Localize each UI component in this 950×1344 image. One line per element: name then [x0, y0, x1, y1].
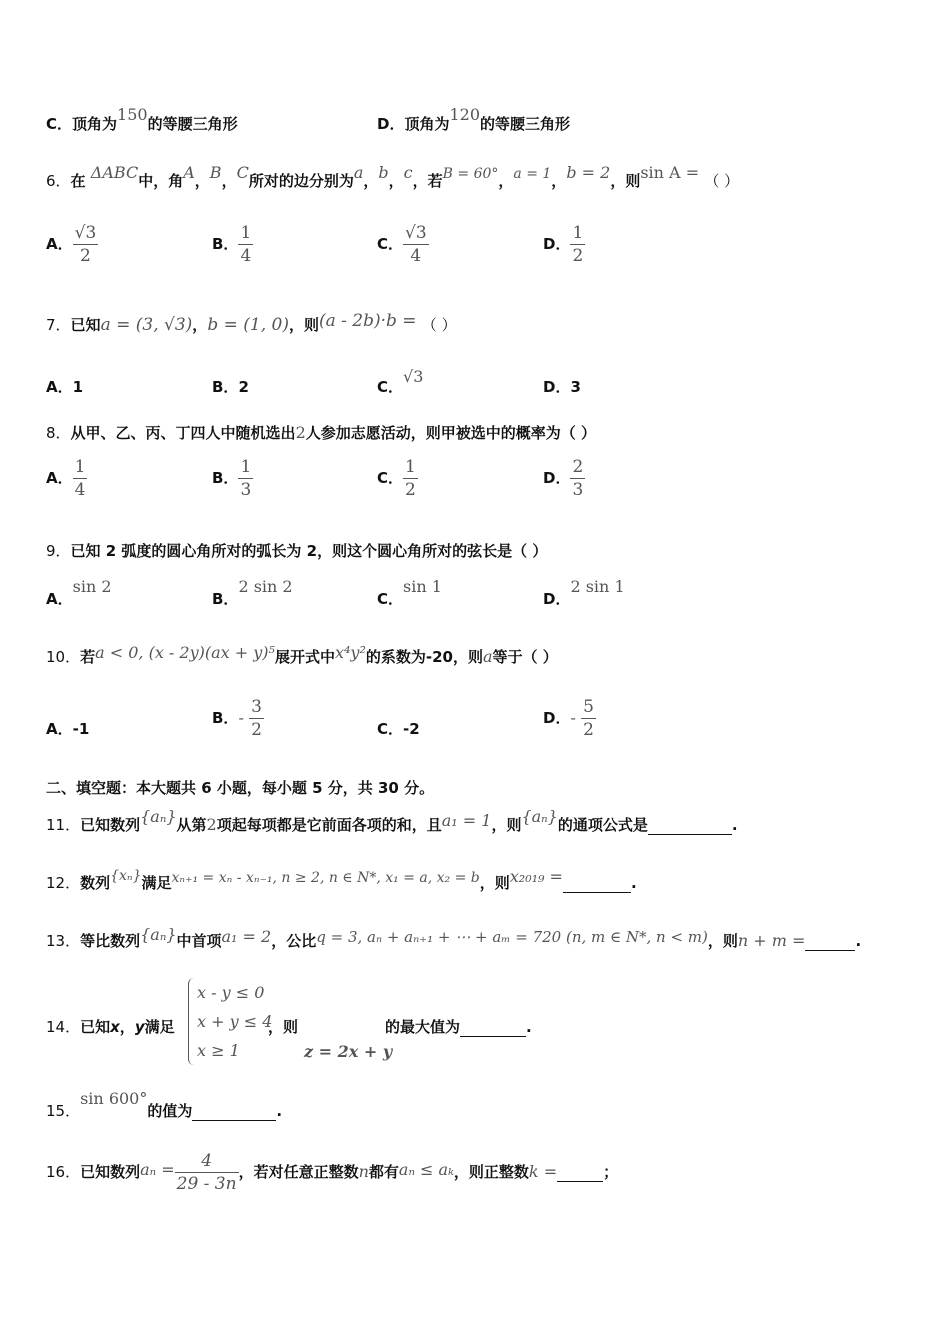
- question-14-tail-2: 的最大值为 .: [385, 1018, 532, 1036]
- q8-option-b: B． $\frac{1}{3}$: [212, 457, 252, 500]
- q6-option-a: A． $\frac{√3}{2}$: [46, 223, 97, 266]
- fraction: $\frac{1}{2}$: [572, 223, 584, 266]
- question-9: 9．已知 2 弧度的圆心角所对的弧长为 2，则这个圆心角所对的弦长是（ ）: [46, 542, 548, 560]
- question-16: 16．已知数列aₙ = $\frac{4}{29 - 3n}$ ，若对任意正整数n都有aₙ ≤ aₖ，则正整数k = ；: [46, 1151, 619, 1194]
- q5-option-d: D．顶角为120的等腰三角形: [377, 105, 571, 133]
- q8-option-c: C． $\frac{1}{2}$: [377, 457, 416, 500]
- answer-blank[interactable]: [557, 1163, 603, 1182]
- question-15: 15．sin 600°的值为 .: [46, 1089, 283, 1120]
- answer-blank[interactable]: [192, 1102, 276, 1121]
- question-6: 6．在 ΔABC中，角A，B，C所对的边分别为a，b，c，若B = 60°，a = 1，b = 2，则sin A = （ ）: [46, 163, 740, 190]
- q7-option-b: B．2: [212, 378, 249, 396]
- q6-option-b: B． $\frac{1}{4}$: [212, 223, 252, 266]
- fraction: $\frac{4}{29 - 3n}$: [176, 1151, 237, 1194]
- question-7: 7．已知a = (3, √3)，b = (1, 0)，则(a - 2b)·b = （ ）: [46, 311, 457, 335]
- inequality-system: x - y ≤ 0 x + y ≤ 4 x ≥ 1: [188, 978, 272, 1065]
- q9-option-c: C．sin 1: [377, 577, 442, 608]
- answer-blank[interactable]: [648, 816, 732, 835]
- q9-option-b: B．2 sin 2: [212, 577, 293, 608]
- q7-option-a: A．1: [46, 378, 84, 396]
- fraction: $\frac{√3}{2}$: [74, 223, 97, 266]
- q6-option-d: D． $\frac{1}{2}$: [543, 223, 584, 266]
- q8-option-a: A． $\frac{1}{4}$: [46, 457, 86, 500]
- question-14-tail: ，则: [268, 1018, 299, 1036]
- q10-option-a: A．-1: [46, 720, 90, 738]
- q10-option-d: D．- $\frac{5}{2}$: [543, 697, 594, 740]
- question-8: 8．从甲、乙、丙、丁四人中随机选出2人参加志愿活动，则甲被选中的概率为（ ）: [46, 423, 596, 442]
- fraction: $\frac{1}{4}$: [240, 223, 252, 266]
- q5-option-c: C．顶角为150的等腰三角形: [46, 105, 238, 133]
- objective-function: z = 2x + y: [304, 1042, 393, 1061]
- fraction: $\frac{√3}{4}$: [405, 223, 427, 266]
- section-heading: 二、填空题：本大题共 6 小题，每小题 5 分，共 30 分。: [46, 779, 435, 797]
- answer-blank[interactable]: [563, 874, 631, 893]
- question-14: 14．已知x，y满足: [46, 1018, 175, 1036]
- answer-blank[interactable]: [460, 1018, 526, 1037]
- question-13: 13．等比数列{aₙ}中首项a₁ = 2，公比q = 3, aₙ + aₙ₊₁ + ⋯ + aₘ = 720 (n, m ∈ N*, n < m)，则n + m = .: [46, 925, 862, 950]
- q8-option-d: D． $\frac{2}{3}$: [543, 457, 584, 500]
- question-10: 10．若a < 0, (x - 2y)(ax + y)⁵展开式中x⁴y²的系数为-20，则a等于（ ）: [46, 643, 558, 666]
- q7-option-c: C．√3: [377, 367, 424, 396]
- q9-option-d: D．2 sin 1: [543, 577, 625, 608]
- q9-option-a: A．sin 2: [46, 577, 112, 608]
- q10-option-c: C．-2: [377, 720, 420, 738]
- question-11: 11．已知数列{aₙ}从第2项起每项都是它前面各项的和，且a₁ = 1，则{aₙ}的通项公式是 .: [46, 807, 738, 834]
- question-12: 12．数列{xₙ}满足xₙ₊₁ = xₙ - xₙ₋₁, n ≥ 2, n ∈ N*, x₁ = a, x₂ = b，则x₂₀₁₉ = .: [46, 867, 637, 892]
- q6-option-c: C． $\frac{√3}{4}$: [377, 223, 427, 266]
- answer-blank[interactable]: [805, 932, 855, 951]
- q7-option-d: D．3: [543, 378, 581, 396]
- q10-option-b: B．- $\frac{3}{2}$: [212, 697, 262, 740]
